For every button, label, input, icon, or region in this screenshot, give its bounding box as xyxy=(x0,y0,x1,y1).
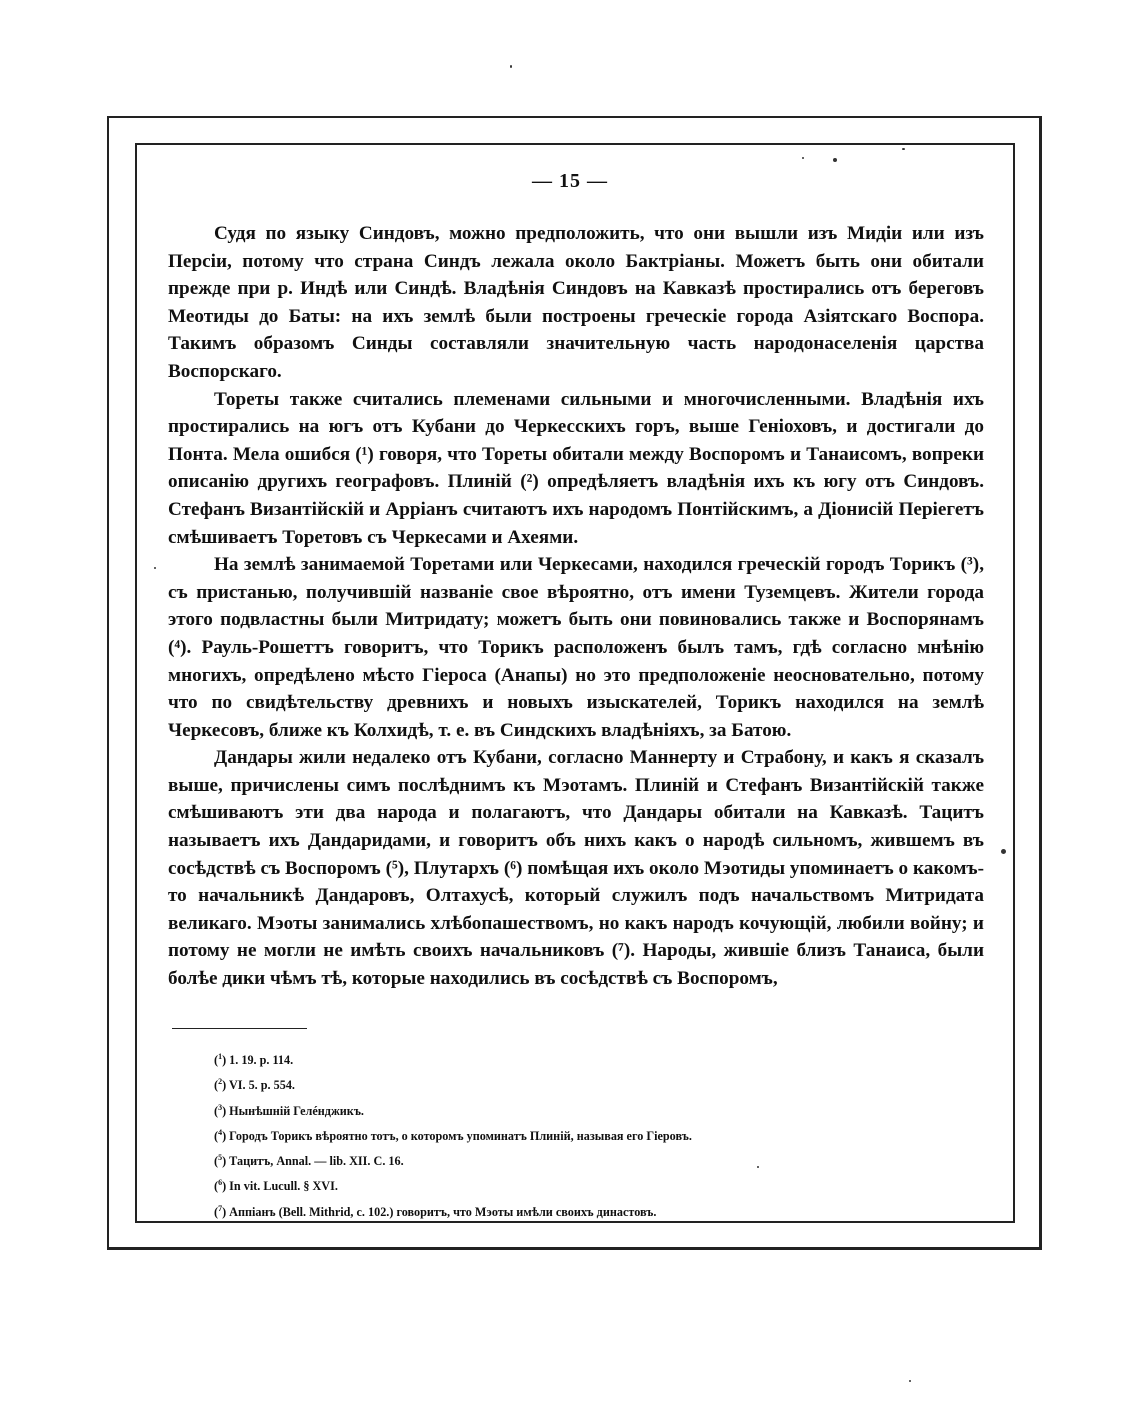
scan-speck xyxy=(802,157,804,159)
footnote-text: Тацитъ, Annal. — lib. XII. C. 16. xyxy=(229,1154,404,1169)
footnote-5: ($^5$) Тацитъ, Annal. — lib. XII. C. 16. xyxy=(214,1153,404,1169)
footnote-6: ($^6$) In vit. Lucull. § XVI. xyxy=(214,1178,338,1194)
footnote-mark: 4 xyxy=(218,1127,223,1137)
page-number: — 15 — xyxy=(532,170,608,192)
paragraph-torik: На землѣ занимаемой Торетами или Черкесами, находился греческій городъ Торикъ (³), съ пристанью, получившій названіе свое вѣроятно, отъ имени Туземцевъ. Жители города этого подвластны были Митридату; можетъ быть они повиновались также и Воспорянамъ (⁴). Рауль-Рошеттъ говоритъ, что Торикъ расположенъ былъ тамъ, гдѣ согласно мнѣнію многихъ, опредѣлено мѣсто Гіероса (Анапы) но это предположеніе неосновательно, потому что по свидѣтельству древнихъ и новыхъ изыскателей, Торикъ находился на землѣ Черкесовъ, ближе къ Колхидѣ, т. е. въ Синдскихъ владѣніяхъ, за Батою. xyxy=(168,554,984,741)
footnote-mark: 6 xyxy=(218,1178,223,1188)
footnote-separator xyxy=(172,1028,307,1029)
footnote-text: Аппіанъ (Bell. Mithrid, c. 102.) говоритъ, что Мэоты имѣли своихъ династовъ. xyxy=(229,1204,657,1219)
body-text xyxy=(168,220,984,993)
footnote-4: ($^4$) Городъ Торикъ вѣроятно тотъ, о которомъ упоминатъ Плиній, называя его Гіеровъ. xyxy=(214,1127,692,1143)
paragraph-sindi: Судя по языку Синдовъ, можно предположить, что они вышли изъ Мидіи или изъ Персіи, потому что страна Синдъ лежала около Бактріаны. Можетъ быть они обитали прежде при р. Индѣ или Синдѣ. Владѣнія Синдовъ на Кавказѣ простирались отъ береговъ Меотиды до Баты: на ихъ землѣ были построены греческіе города Азіятскаго Воспора. Такимъ образомъ Синды составляли значительную часть народонаселенія царства Воспорскаго. xyxy=(168,223,984,382)
footnote-text: In vit. Lucull. § XVI. xyxy=(229,1179,338,1194)
scan-speck xyxy=(757,1166,759,1168)
paragraph-toreti: Тореты также считались племенами сильными и многочисленными. Владѣнія ихъ простирались на югъ отъ Кубани до Черкесскихъ горъ, выше Геніоховъ, и достигали до Понта. Мела ошибся (¹) говоря, что Тореты обитали между Воспоромъ и Танаисомъ, вопреки описанію другихъ географовъ. Плиній (²) опредѣляетъ владѣнія ихъ къ югу отъ Синдовъ. Стефанъ Византійскій и Арріанъ считаютъ ихъ народомъ Понтійскимъ, а Діонисій Періегетъ смѣшиваетъ Торетовъ съ Черкесами и Ахеями. xyxy=(168,388,984,548)
scan-speck xyxy=(1001,849,1006,854)
paragraph-dandari: Дандары жили недалеко отъ Кубани, согласно Маннерту и Страбону, и какъ я сказалъ выше, причислены симъ послѣднимъ къ Мэотамъ. Плиній и Стефанъ Византійскій также смѣшиваютъ эти два народа и полагаютъ, что Дандары обитали на Кавказѣ. Тацитъ называетъ ихъ Дандаридами, и говоритъ объ нихъ какъ о народѣ сильномъ, жившемъ въ сосѣдствѣ съ Воспоромъ (⁵), Плутархъ (⁶) помѣщая ихъ около Мэотиды упоминаетъ о какомъ-то начальникѣ Дандаровъ, Олтахусѣ, который служилъ подъ начальствомъ Митридата великаго. Мэоты занимались хлѣбопашествомъ, но какъ народъ кочующій, любили войну; и потому не могли не имѣть своихъ начальниковъ (⁷). Народы, жившіе близъ Танаиса, были болѣе дики чѣмъ тѣ, которые находились въ сосѣдствѣ съ Воспоромъ, xyxy=(168,747,984,990)
footnote-text: Городъ Торикъ вѣроятно тотъ, о которомъ упоминатъ Плиній, называя его Гіеровъ. xyxy=(229,1128,692,1143)
footnote-2: ($^2$) VI. 5. p. 554. xyxy=(214,1077,295,1093)
footnote-mark: 2 xyxy=(218,1077,223,1087)
footnote-mark: 1 xyxy=(218,1052,223,1061)
footnotes xyxy=(214,1046,994,1223)
scan-speck xyxy=(154,567,156,569)
footnote-text: VI. 5. p. 554. xyxy=(228,1078,295,1093)
footnote-text: Нынѣшній Гелéнджикъ. xyxy=(229,1103,364,1118)
footnote-mark: 5 xyxy=(218,1153,223,1163)
scan-speck xyxy=(510,65,512,68)
scan-speck xyxy=(909,1380,911,1382)
footnote-7: ($^7$) Аппіанъ (Bell. Mithrid, c. 102.) говоритъ, что Мэоты имѣли своихъ династовъ. xyxy=(214,1203,657,1219)
footnote-text: 1. 19. p. 114. xyxy=(229,1053,294,1068)
footnote-3: ($^3$) Нынѣшній Гелéнджикъ. xyxy=(214,1102,364,1118)
footnote-1: ($^1$) 1. 19. p. 114. xyxy=(214,1052,294,1068)
footnote-mark: 7 xyxy=(218,1203,223,1213)
scan-speck xyxy=(833,158,837,162)
footnote-mark: 3 xyxy=(218,1102,223,1112)
scan-speck xyxy=(902,148,905,150)
